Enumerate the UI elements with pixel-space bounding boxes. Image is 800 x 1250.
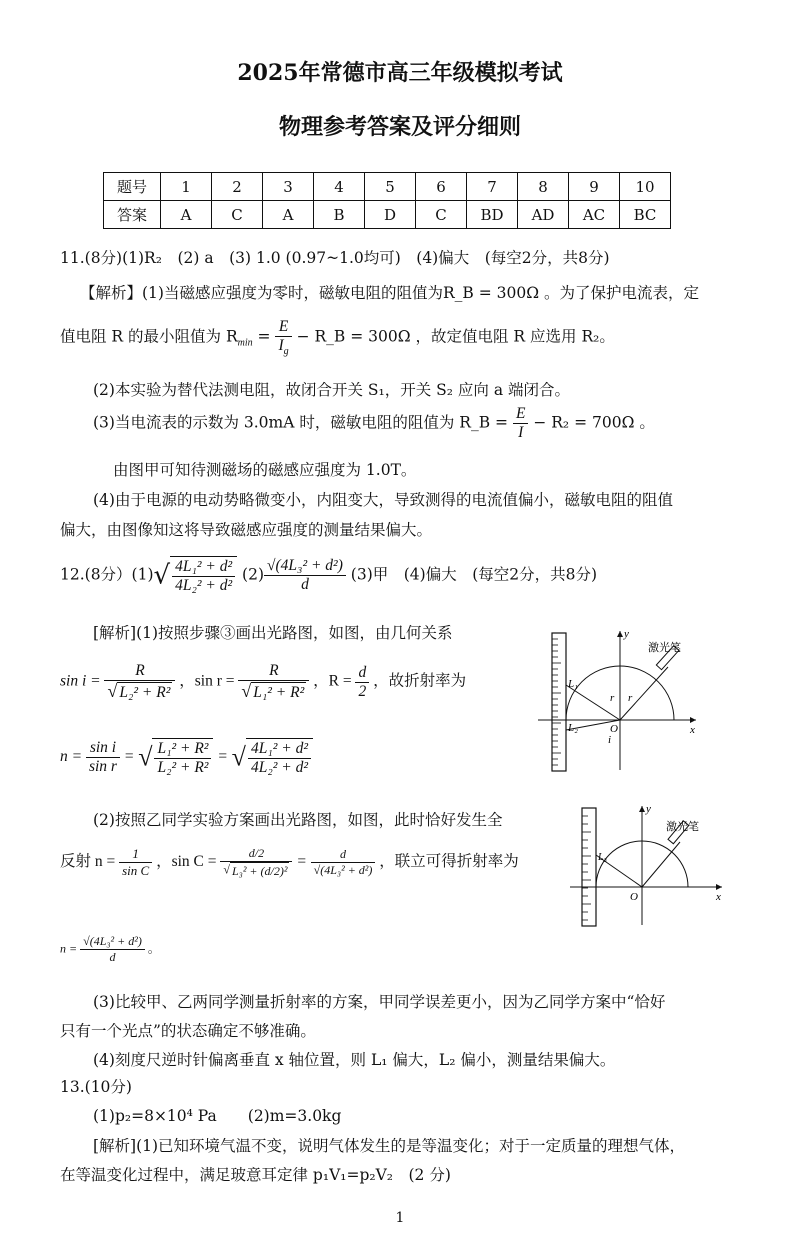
q11-heading: 11.(8分)(1)R₂ (2) a (3) 1.0 (0.97~1.0均可) (4)偏大 (每空2分，共8分) — [60, 249, 610, 267]
table-cell: 10 — [620, 173, 671, 201]
table-cell: 9 — [569, 173, 620, 201]
table-cell: 5 — [365, 173, 416, 201]
table-cell: C — [416, 201, 467, 229]
q12-analysis-6: n = $\frac{\text{√(4L₃² + d²)}}{d}$ 。 — [60, 934, 160, 964]
optics-diagram-2 — [562, 800, 732, 930]
q12-analysis-7: (3)比较甲、乙两同学测量折射率的方案，甲同学误差更小，因为乙同学方案中“恰好 — [93, 993, 666, 1011]
svg-text:L₁: L₁ — [568, 678, 578, 690]
q11-analysis-6: (4)由于电源的电动势略微变小，内阻变大，导致测得的电流值偏小，磁敏电阻的阻值 — [93, 491, 673, 509]
q12-heading: 12.(8分）(1)√ $\frac{\text{4L₁² + d²}}{\text{4L₂² + d²}}$ (2) $\frac{\text{√(4L₃² + d²)}}{d}$ (3)甲 (4)偏大 (每空2分，共8分) — [60, 557, 598, 594]
table-cell: BD — [467, 201, 518, 229]
q12-analysis-2: sin i = $\frac{R}{\text{√ L₂² + R²}}$ ，sin r = $\frac{R}{\text{√ L₁² + R²}}$ ，R = $\frac{d}{2}$ ，故折射率为 — [60, 662, 467, 701]
laser-pen-label-2: 激光笔 — [666, 820, 699, 833]
q11-analysis-3: (2)本实验为替代法测电阻，故闭合开关 S₁，开关 S₂ 应向 a 端闭合。 — [93, 381, 570, 399]
table-cell: AD — [518, 201, 569, 229]
table-cell: 8 — [518, 173, 569, 201]
table-cell: 7 — [467, 173, 518, 201]
q13-analysis-2: 在等温变化过程中，满足玻意耳定律 p₁V₁=p₂V₂ (2 分) — [60, 1166, 451, 1184]
q11-analysis-7: 偏大，由图像知这将导致磁感应强度的测量结果偏大。 — [60, 521, 433, 539]
q12-analysis-1: [解析](1)按照步骤③画出光路图，如图，由几何关系 — [93, 624, 453, 642]
page-number: 1 — [395, 1210, 405, 1226]
table-row — [104, 173, 671, 201]
q13-answer: (1)p₂=8×10⁴ Pa (2)m=3.0kg — [93, 1107, 342, 1125]
svg-text:L₂: L₂ — [568, 722, 578, 734]
table-cell: 2 — [212, 173, 263, 201]
table-cell: BC — [620, 201, 671, 229]
svg-text:x: x — [716, 891, 721, 903]
table-cell: 题号 — [104, 173, 161, 201]
page-subtitle: 物理参考答案及评分细则 — [278, 114, 521, 140]
q12-analysis-4: (2)按照乙同学实验方案画出光路图，如图，此时恰好发生全 — [93, 811, 503, 829]
q12-analysis-3: n = $\frac{\text{sin i}}{\text{sin r}}$ = √ $\frac{\text{L₁² + R²}}{\text{L₂² + R²}}$ = √ $\frac{\text{4L₁² + d²}}{\text{4L₂² + d²}}$ — [60, 738, 313, 777]
table-cell: AC — [569, 201, 620, 229]
table-cell: 1 — [161, 173, 212, 201]
q12-analysis-8: 只有一个光点”的状态确定不够准确。 — [60, 1022, 316, 1040]
svg-text:r: r — [628, 692, 633, 704]
q13-heading: 13.(10分) — [60, 1078, 132, 1096]
q12-analysis-5: 反射 n = $\frac{1}{\text{sin C}}$ ，sin C = $\frac{d/2}{\text{√ L₃² + (d/2)²}}$ = $\frac{d}{\text{√(4L₃² + d²)}}$ ，联立可得折射率为 — [60, 846, 519, 878]
q11-analysis-5: 由图甲可知待测磁场的磁感应强度为 1.0T。 — [113, 461, 417, 479]
svg-text:O: O — [610, 723, 618, 735]
svg-text:r: r — [610, 692, 615, 704]
svg-text:y: y — [624, 628, 629, 640]
laser-pen-label: 激光笔 — [648, 641, 681, 654]
table-cell: 4 — [314, 173, 365, 201]
page-title: 2025年常德市高三年级模拟考试 — [237, 60, 563, 86]
table-cell: C — [212, 201, 263, 229]
table-cell: A — [161, 201, 212, 229]
q11-analysis-1: 【解析】(1)当磁感应强度为零时，磁敏电阻的阻值为R_B = 300Ω 。为了保护电流表，定 — [80, 284, 699, 302]
q11-analysis-2: 值电阻 R 的最小阻值为 $R_{min}$ = $\frac{E}{I_g}$ − R_B = 300Ω ，故定值电阻 R 应选用 R₂。 — [60, 318, 615, 358]
q13-analysis-1: [解析](1)已知环境气温不变，说明气体发生的是等温变化；对于一定质量的理想气体， — [93, 1137, 686, 1155]
svg-text:i: i — [608, 734, 612, 746]
svg-text:y: y — [646, 803, 651, 815]
svg-text:x: x — [690, 724, 695, 736]
q11-analysis-4: (3)当电流表的示数为 3.0mA 时，磁敏电阻的阻值为 R_B = $\frac{E}{I}$ − R₂ = 700Ω 。 — [93, 405, 655, 441]
table-cell: D — [365, 201, 416, 229]
optics-diagram-1 — [528, 625, 708, 775]
q12-analysis-9: (4)刻度尺逆时针偏离垂直 x 轴位置，则 L₁ 偏大，L₂ 偏小，测量结果偏大。 — [93, 1051, 616, 1069]
table-cell: A — [263, 201, 314, 229]
table-cell: 3 — [263, 173, 314, 201]
svg-text:O: O — [630, 891, 638, 903]
svg-text:L₃: L₃ — [598, 852, 608, 863]
table-row — [104, 201, 671, 229]
answer-table — [103, 172, 671, 229]
table-cell: B — [314, 201, 365, 229]
table-cell: 6 — [416, 173, 467, 201]
table-cell: 答案 — [104, 201, 161, 229]
